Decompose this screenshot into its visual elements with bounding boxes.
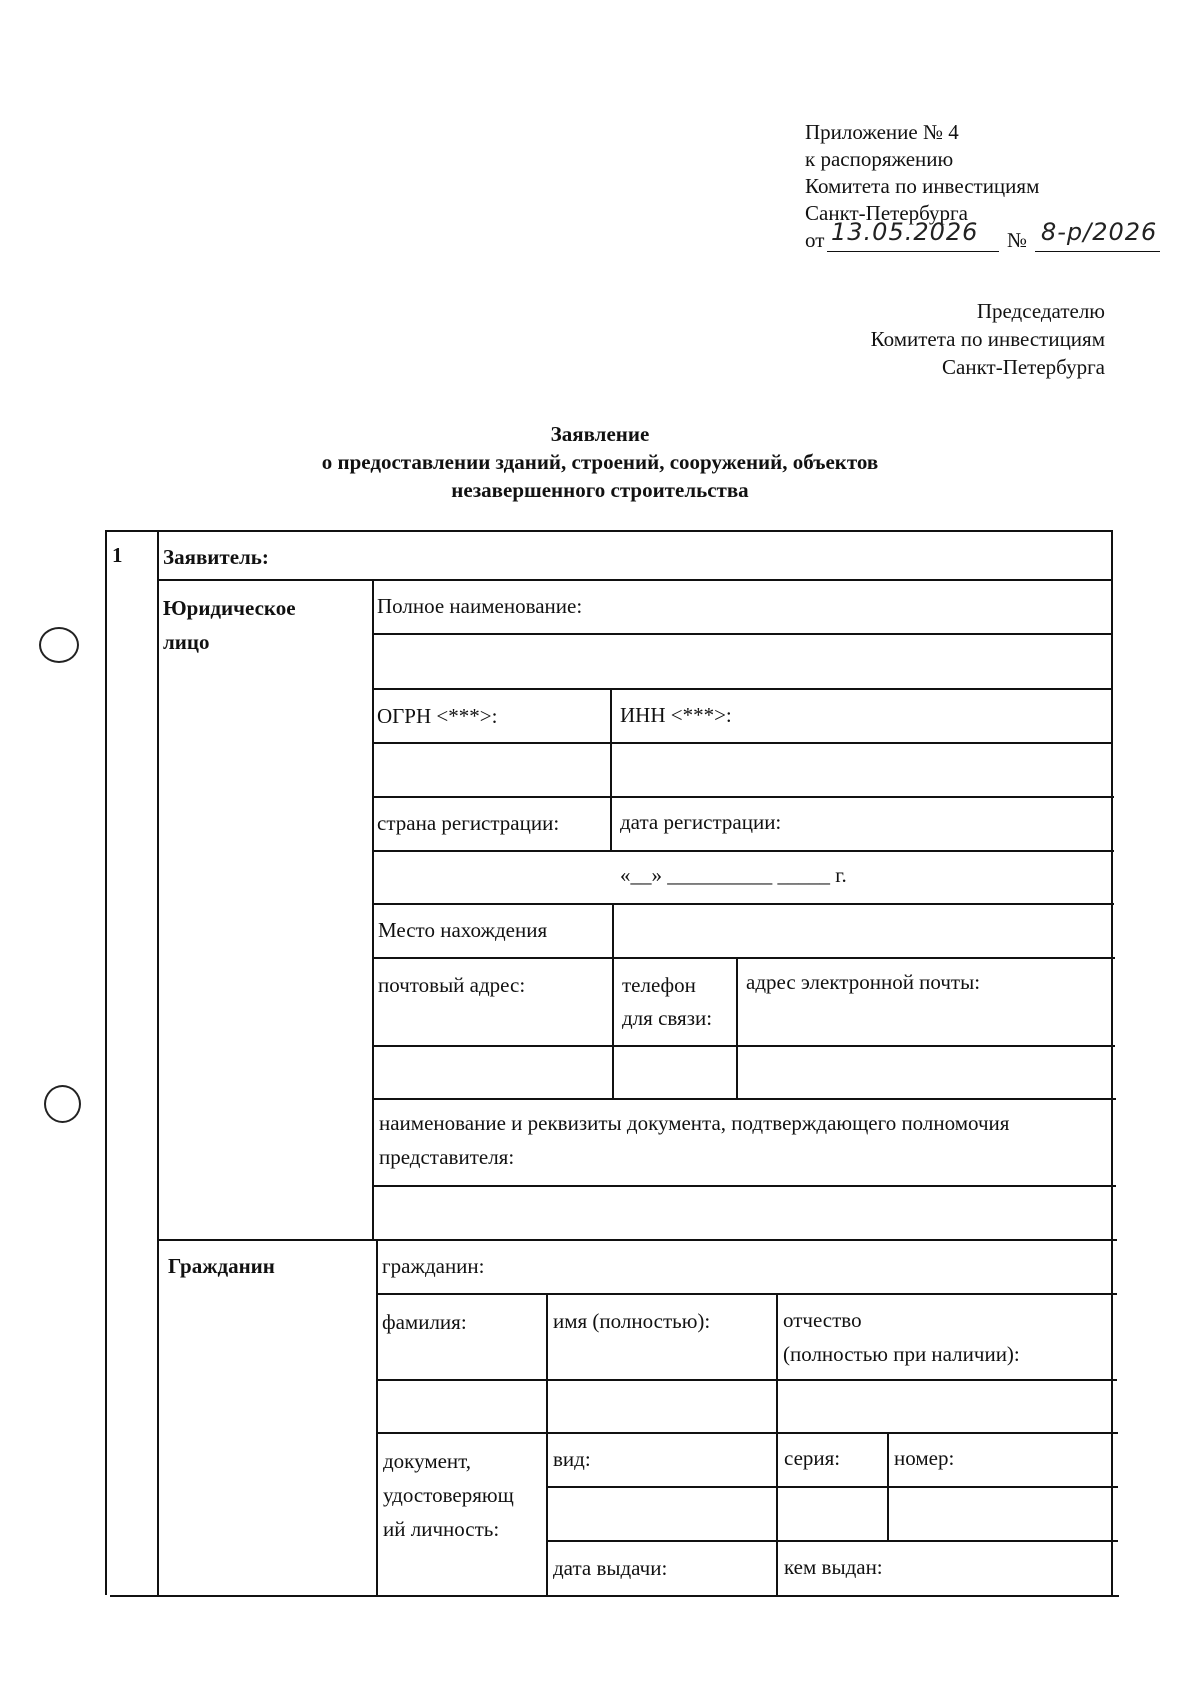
appendix-date-line — [805, 218, 1158, 254]
table-line — [887, 1432, 889, 1540]
handwritten-date: 13.05.2026 — [831, 218, 979, 246]
table-line — [372, 1045, 1115, 1047]
number-underline — [1035, 251, 1160, 252]
surname-label: фамилия: — [382, 1310, 467, 1334]
citizen-field-label: гражданин: — [382, 1254, 485, 1278]
id-document-label-line-2: удостоверяющ — [383, 1483, 514, 1507]
phone-label-line-2: для связи: — [622, 1006, 713, 1030]
appendix-line-1: Приложение № 4 — [805, 120, 959, 144]
table-line — [376, 1379, 1117, 1381]
table-line — [612, 903, 614, 1098]
applicant-label: Заявитель: — [163, 545, 269, 569]
table-line — [372, 903, 1114, 905]
table-line — [157, 1239, 1117, 1241]
patronymic-label-line-1: отчество — [783, 1308, 862, 1332]
handwritten-number: 8-р/2026 — [1041, 218, 1158, 246]
punch-hole-bottom — [44, 1085, 81, 1123]
document-type-label: вид: — [553, 1447, 591, 1471]
addressee-block — [871, 297, 1105, 381]
citizen-label: Гражданин — [168, 1254, 275, 1278]
table-line — [372, 1098, 1116, 1100]
addressee-line-1: Председателю — [976, 299, 1105, 323]
appendix-block — [805, 119, 1158, 254]
document-number-label: номер: — [894, 1446, 955, 1470]
postal-address-label: почтовый адрес: — [378, 973, 526, 997]
id-document-label-line-3: ий личность: — [383, 1517, 500, 1541]
table-line — [546, 1540, 1118, 1542]
date-underline — [827, 251, 999, 252]
legal-entity-label-line-1: Юридическое — [163, 596, 296, 620]
table-border-left — [105, 530, 107, 1595]
table-line — [546, 1293, 548, 1595]
phone-label-line-1: телефон — [622, 973, 696, 997]
appendix-line-3: Комитета по инвестициям — [805, 174, 1040, 198]
table-line — [372, 850, 1114, 852]
location-label: Место нахождения — [378, 918, 548, 942]
ogrn-field-label: ОГРН <***>: — [377, 704, 498, 728]
issue-date-label: дата выдачи: — [553, 1556, 668, 1580]
email-label: адрес электронной почты: — [746, 970, 981, 994]
table-line-label-col — [372, 579, 374, 1239]
table-line — [376, 1432, 1118, 1434]
document-title — [0, 420, 1200, 504]
registration-date-template: «__» __________ _____ г. — [620, 863, 847, 887]
full-name-field-label: Полное наименование: — [377, 594, 583, 618]
title-line-2: о предоставлении зданий, строений, сооружений, объектов — [321, 450, 879, 474]
title-line-3: незавершенного строительства — [451, 478, 749, 502]
table-line — [372, 796, 1114, 798]
row-number: 1 — [112, 543, 123, 567]
document-series-label: серия: — [784, 1446, 841, 1470]
registration-country-label: страна регистрации: — [377, 811, 560, 835]
punch-hole-top — [39, 627, 79, 663]
table-line — [372, 633, 1113, 635]
table-line-number-col — [157, 530, 159, 1595]
table-line — [776, 1293, 778, 1595]
authority-document-label-line-2: представителя: — [379, 1145, 515, 1169]
table-line — [372, 1185, 1116, 1187]
table-border-bottom — [110, 1595, 1119, 1597]
legal-entity-label-line-2: лицо — [163, 630, 210, 654]
addressee-line-2: Комитета по инвестициям — [870, 327, 1105, 351]
table-line — [372, 742, 1113, 744]
title-line-1: Заявление — [550, 422, 650, 446]
patronymic-label-line-2: (полностью при наличии): — [783, 1342, 1020, 1366]
addressee-line-3: Санкт-Петербурга — [942, 355, 1105, 379]
appendix-line-4: Санкт-Петербурга — [805, 201, 968, 225]
id-document-label-line-1: документ, — [383, 1449, 472, 1473]
registration-date-label: дата регистрации: — [620, 810, 782, 834]
table-line — [372, 957, 1115, 959]
table-line — [376, 1293, 1117, 1295]
table-border-right — [1111, 530, 1113, 1595]
authority-document-label-line-1: наименование и реквизиты документа, подтверждающего полномочия — [379, 1111, 1010, 1135]
table-line — [736, 957, 738, 1098]
table-line-label-col — [376, 1239, 378, 1595]
table-line — [372, 688, 1113, 690]
issued-by-label: кем выдан: — [784, 1555, 883, 1579]
table-line — [610, 688, 612, 850]
table-line — [157, 579, 1112, 581]
table-line — [546, 1486, 1118, 1488]
first-name-label: имя (полностью): — [553, 1309, 711, 1333]
inn-field-label: ИНН <***>: — [620, 703, 732, 727]
date-prefix: от — [805, 228, 825, 252]
appendix-line-2: к распоряжению — [805, 147, 954, 171]
table-border-top — [105, 530, 1112, 532]
number-prefix: № — [1007, 228, 1028, 252]
